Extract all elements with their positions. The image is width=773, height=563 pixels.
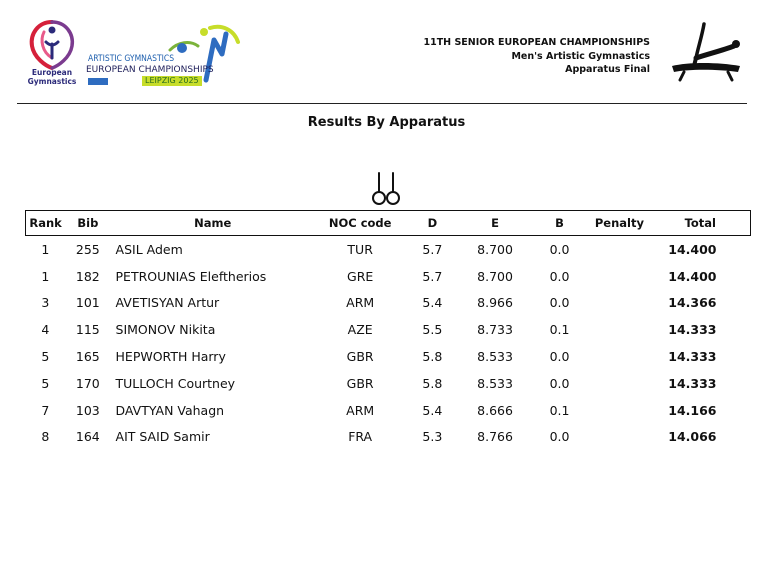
table-row: [26, 370, 751, 397]
table-header-row: [26, 211, 751, 236]
col-rank-header: Rank: [26, 211, 66, 236]
d-score-cell: 5.4: [422, 402, 443, 418]
name-cell: DAVTYAN Vahagn: [115, 402, 225, 418]
col-name-header: Name: [111, 211, 315, 236]
name-cell: TULLOCH Courtney: [115, 375, 236, 391]
total-cell: 14.400: [668, 268, 717, 284]
d-score-cell: 5.5: [422, 322, 443, 338]
penalty-cell: [588, 290, 650, 317]
total-cell: 14.066: [668, 429, 717, 445]
penalty-cell: [588, 397, 650, 424]
bib-cell: 103: [75, 402, 100, 418]
total-cell: 14.333: [668, 375, 717, 391]
name-cell: AIT SAID Samir: [115, 429, 210, 445]
rank-cell: 5: [41, 349, 50, 365]
d-score-cell: 5.4: [422, 295, 443, 311]
penalty-cell: [588, 370, 650, 397]
table-row: [26, 236, 751, 263]
d-score-cell: 5.8: [422, 349, 443, 365]
rank-cell: 7: [41, 402, 50, 418]
name-cell: HEPWORTH Harry: [115, 349, 226, 365]
penalty-cell: [588, 343, 650, 370]
b-score-cell: 0.1: [549, 322, 570, 338]
noc-cell: ARM: [346, 402, 375, 418]
table-row: [26, 263, 751, 290]
rings-icon: [371, 172, 401, 206]
total-cell: 14.166: [668, 402, 717, 418]
bib-cell: 182: [75, 268, 100, 284]
b-score-cell: 0.0: [549, 241, 570, 257]
page-header: [0, 0, 773, 104]
rank-cell: 8: [41, 429, 50, 445]
col-d-header: D: [405, 211, 459, 236]
page-title: Results By Apparatus: [307, 115, 466, 130]
name-cell: AVETISYAN Artur: [115, 295, 220, 311]
penalty-cell: [588, 316, 650, 343]
total-cell: 14.400: [668, 241, 717, 257]
noc-cell: ARM: [346, 295, 375, 311]
col-noc-header: NOC code: [315, 211, 406, 236]
noc-cell: GRE: [347, 268, 374, 284]
col-penalty-header: Penalty: [588, 211, 650, 236]
european-gymnastics-wordmark: European Gymnastics: [27, 68, 77, 86]
bib-cell: 115: [75, 322, 100, 338]
bib-cell: 164: [75, 429, 100, 445]
e-score-cell: 8.700: [477, 241, 513, 257]
event-logo-line1: ARTISTIC GYMNASTICS: [88, 54, 175, 64]
total-cell: 14.366: [668, 295, 717, 311]
championship-name: 11TH SENIOR EUROPEAN CHAMPIONSHIPS: [423, 37, 650, 48]
b-score-cell: 0.1: [549, 402, 570, 418]
e-score-cell: 8.966: [477, 295, 513, 311]
d-score-cell: 5.7: [422, 241, 443, 257]
b-score-cell: 0.0: [549, 349, 570, 365]
event-logo-city: LEIPZIG 2025: [142, 76, 202, 86]
bib-cell: 101: [75, 295, 100, 311]
event-logo-line2: EUROPEAN CHAMPIONSHIPS: [86, 65, 214, 75]
b-score-cell: 0.0: [549, 268, 570, 284]
penalty-cell: [588, 424, 650, 451]
sponsor-badge: [88, 78, 108, 85]
e-score-cell: 8.700: [477, 268, 513, 284]
pommel-horse-gymnast-icon: [668, 20, 744, 82]
noc-cell: TUR: [347, 241, 373, 257]
col-bib-header: Bib: [65, 211, 110, 236]
total-cell: 14.333: [668, 322, 717, 338]
total-cell: 14.333: [668, 349, 717, 365]
noc-cell: GBR: [346, 375, 374, 391]
noc-cell: FRA: [348, 429, 373, 445]
rank-cell: 1: [41, 241, 50, 257]
e-score-cell: 8.766: [477, 429, 513, 445]
rank-cell: 3: [41, 295, 50, 311]
header-divider: [17, 103, 747, 104]
rank-cell: 4: [41, 322, 50, 338]
rank-cell: 5: [41, 375, 50, 391]
name-cell: PETROUNIAS Eleftherios: [115, 268, 267, 284]
bib-cell: 165: [75, 349, 100, 365]
b-score-cell: 0.0: [549, 375, 570, 391]
name-cell: ASIL Adem: [115, 241, 183, 257]
e-score-cell: 8.533: [477, 349, 513, 365]
table-row: [26, 316, 751, 343]
e-score-cell: 8.533: [477, 375, 513, 391]
noc-cell: AZE: [347, 322, 373, 338]
name-cell: SIMONOV Nikita: [115, 322, 216, 338]
bib-cell: 170: [75, 375, 100, 391]
rank-cell: 1: [41, 268, 50, 284]
noc-cell: GBR: [346, 349, 374, 365]
table-row: [26, 290, 751, 317]
table-row: [26, 424, 751, 451]
results-table: [25, 210, 751, 450]
bib-cell: 255: [75, 241, 100, 257]
col-b-header: B: [531, 211, 588, 236]
b-score-cell: 0.0: [549, 429, 570, 445]
phase-name: Apparatus Final: [565, 64, 650, 75]
d-score-cell: 5.8: [422, 375, 443, 391]
discipline-name: Men's Artistic Gymnastics: [511, 50, 650, 62]
col-e-header: E: [459, 211, 531, 236]
table-row: [26, 397, 751, 424]
table-row: [26, 343, 751, 370]
penalty-cell: [588, 263, 650, 290]
penalty-cell: [588, 236, 650, 263]
event-info: [423, 36, 650, 77]
e-score-cell: 8.666: [477, 402, 513, 418]
d-score-cell: 5.7: [422, 268, 443, 284]
e-score-cell: 8.733: [477, 322, 513, 338]
b-score-cell: 0.0: [549, 295, 570, 311]
d-score-cell: 5.3: [422, 429, 443, 445]
col-total-header: Total: [651, 211, 751, 236]
